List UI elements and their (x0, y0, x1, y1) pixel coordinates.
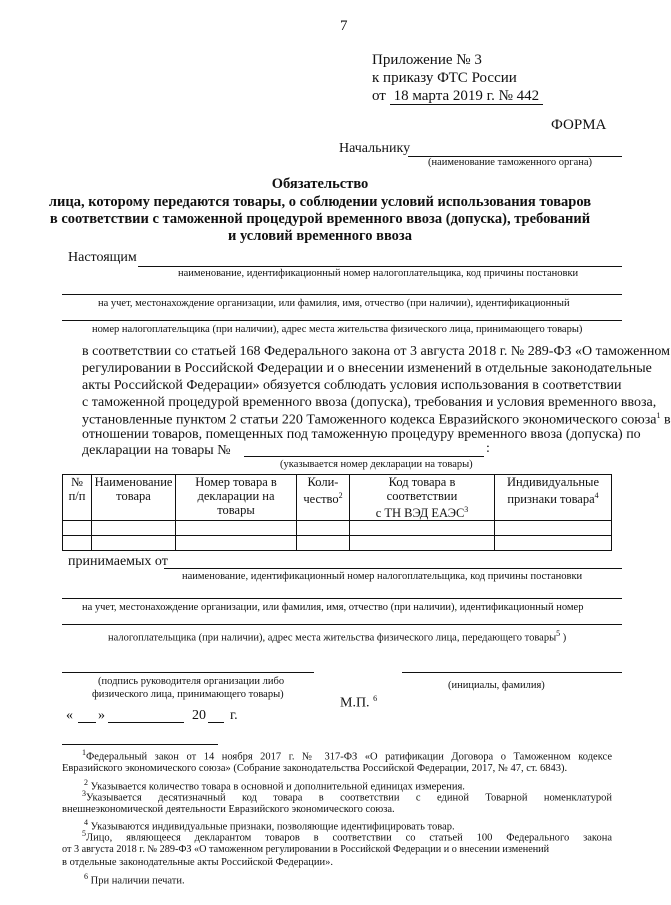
sender-address-field[interactable] (62, 598, 622, 599)
table-cell[interactable] (63, 536, 92, 551)
table-header-row (63, 475, 612, 521)
footnote-3-sup: 3 (82, 789, 86, 798)
initials-caption: (инициалы, фамилия) (448, 680, 545, 691)
sender-inn-field[interactable] (62, 624, 622, 625)
footnote-1-text: Федеральный закон от 14 ноября 2017 г. № 317-ФЗ «О ратификации Договора о Таможенном кодексе (86, 751, 612, 763)
title-line-2: лица, которому передаются товары, о соблюдении условий использования товаров (48, 194, 592, 210)
table-cell[interactable] (92, 521, 176, 536)
header-cell-name: Наименование товара (92, 475, 176, 521)
footnote-separator (62, 744, 218, 745)
header-cell-number: № п/п (63, 475, 92, 521)
date-open-quote: « (66, 708, 73, 723)
received-label: принимаемых от (68, 554, 168, 569)
title-line-4: и условий временного ввоза (228, 228, 412, 244)
declaration-caption: (указывается номер декларации на товары) (280, 459, 473, 470)
footnote-2-text: Указывается количество товара в основной и дополнительной единицах измерения. (90, 781, 465, 793)
paragraph-line-5-end: в (664, 412, 671, 428)
title-line-3: в соответствии с таможенной процедурой временного ввоза (допуска), требований (49, 211, 591, 227)
footnote-5-line-2: от 3 августа 2018 г. № 289-ФЗ «О таможенном регулировании в Российской Федерации и о внесении изменений (62, 844, 550, 855)
footnote-ref-6: 6 (373, 694, 378, 703)
table-cell[interactable] (495, 521, 612, 536)
footnote-6 (84, 870, 185, 888)
initials-field[interactable] (402, 672, 622, 673)
recipient-inn-field[interactable] (62, 320, 622, 321)
paragraph-line-6: отношении товаров, помещенных под таможенную процедуру временного ввоза (допуска) по (82, 427, 641, 442)
footnote-4-sup: 4 (84, 818, 88, 827)
header-cell-features: Индивидуальные признаки товара$^4$ (495, 475, 612, 521)
recipient-caption-3: номер налогоплательщика (при наличии), адрес места жительства физического лица, принимающего товары) (92, 324, 583, 335)
recipient-caption-2: на учет, местонахождение организации, или фамилия, имя, отчество (при наличии), идентификационный (98, 298, 570, 309)
footnote-6-text: При наличии печати. (90, 875, 185, 887)
footnote-1-sup: 1 (82, 748, 86, 757)
footnote-5-line-1 (82, 829, 612, 844)
sender-caption-1: наименование, идентификационный номер налогоплательщика, код причины постановки (182, 571, 583, 582)
year-suffix: г. (230, 708, 238, 723)
footnote-ref-2: 2 (338, 491, 343, 500)
table-cell[interactable] (495, 536, 612, 551)
order-date: 18 марта 2019 г. № 442 (390, 88, 544, 105)
header-cell-goods-number: Номер товара в декларации на товары (176, 475, 297, 521)
month-field[interactable] (108, 722, 184, 723)
table-cell[interactable] (92, 536, 176, 551)
footnote-4-text: Указываются индивидуальные признаки, позволяющие идентифицировать товар. (90, 821, 455, 833)
addressee-label: Начальнику (339, 141, 411, 156)
paragraph-line-5-text: установленные пунктом 2 статьи 220 Таможенного кодекса Евразийского экономического союза (82, 412, 657, 428)
appendix-title: Приложение № 3 (372, 52, 482, 68)
footnote-5-text: Лицо, являющееся декларантом товаров в соответствии со статьей 100 Федерального закона (86, 832, 612, 844)
footnote-ref-3: 3 (464, 505, 469, 514)
order-date-line (372, 88, 543, 105)
footnote-1-line-1 (82, 748, 612, 763)
year-prefix: 20 (192, 708, 206, 723)
header-cell-tnved-code: Код товара в соответствии с ТН ВЭД ЕАЭС$^3$ (350, 475, 495, 521)
order-reference: к приказу ФТС России (372, 70, 517, 86)
paragraph-line-4: с таможенной процедурой временного ввоза (допуска), требования и условия временного ввоза, (82, 395, 657, 410)
stamp-text: М.П. (340, 695, 370, 711)
declaration-number-field[interactable] (244, 456, 484, 457)
sender-caption-3-end: ) (562, 632, 567, 644)
table-cell[interactable] (176, 536, 297, 551)
sender-caption-3-text: налогоплательщика (при наличии), адрес места жительства физического лица, передающего товары (108, 632, 557, 644)
footnote-5-line-3: в отдельные законодательные акты Российской Федерации». (62, 857, 334, 868)
signature-caption-2: физического лица, принимающего товары) (92, 689, 284, 700)
header-cell-quantity: Коли- чество$^2$ (297, 475, 350, 521)
footnote-3-text: Указывается десятизначный код товара в соответствии с единой Товарной номенклатурой (86, 792, 612, 804)
sender-caption-2: на учет, местонахождение организации, или фамилия, имя, отчество (при наличии), идентификационный номер (82, 602, 584, 613)
sender-name-field[interactable] (164, 568, 622, 569)
footnote-3-line-2: внешнеэкономической деятельности Евразийского экономического союза. (62, 804, 395, 815)
footnote-ref-1: 1 (656, 411, 661, 420)
table-cell[interactable] (350, 521, 495, 536)
day-field[interactable] (78, 722, 96, 723)
goods-table (62, 474, 612, 551)
title-line-1: Обязательство (271, 176, 369, 192)
sender-caption-3 (108, 629, 566, 644)
recipient-caption-1: наименование, идентификационный номер налогоплательщика, код причины постановки (178, 268, 579, 279)
paragraph-line-7-end: : (486, 441, 490, 456)
paragraph-line-1: в соответствии со статьей 168 Федерального закона от 3 августа 2018 г. № 289-ФЗ «О таможенном (82, 344, 670, 359)
table-cell[interactable] (63, 521, 92, 536)
addressee-caption: (наименование таможенного органа) (428, 157, 593, 168)
paragraph-line-7: декларации на товары № (82, 443, 231, 458)
recipient-name-field[interactable] (138, 266, 622, 267)
footnote-6-sup: 6 (84, 872, 88, 881)
recipient-address-field[interactable] (62, 294, 622, 295)
paragraph-line-5 (82, 411, 671, 429)
signature-field[interactable] (62, 672, 314, 673)
stamp-label (340, 694, 377, 712)
footnote-2-sup: 2 (84, 778, 88, 787)
table-row (63, 521, 612, 536)
intro-label: Настоящим (68, 250, 137, 265)
paragraph-line-3: акты Российской Федерации» обязуется соблюдать условия использования в соответствии (82, 378, 622, 393)
table-cell[interactable] (176, 521, 297, 536)
date-close-quote: » (98, 708, 105, 723)
paragraph-line-2: регулировании в Российской Федерации и о внесении изменений в отдельные законодательные (82, 361, 652, 376)
date-prefix: от (372, 88, 386, 104)
footnote-5-sup: 5 (82, 829, 86, 838)
table-cell[interactable] (350, 536, 495, 551)
page-number: 7 (340, 18, 348, 34)
table-cell[interactable] (297, 536, 350, 551)
footnote-3-line-1 (82, 789, 612, 804)
year-field[interactable] (208, 722, 224, 723)
form-label: ФОРМА (551, 117, 607, 133)
table-row (63, 536, 612, 551)
footnote-ref-4: 4 (594, 491, 599, 500)
table-cell[interactable] (297, 521, 350, 536)
footnote-ref-5: 5 (556, 629, 561, 638)
signature-caption-1: (подпись руководителя организации либо (98, 676, 285, 687)
footnote-1-line-2: Евразийского экономического союза» (Собрание законодательства Российской Федерации, 2017, № 47, ст. 6843). (62, 763, 568, 774)
